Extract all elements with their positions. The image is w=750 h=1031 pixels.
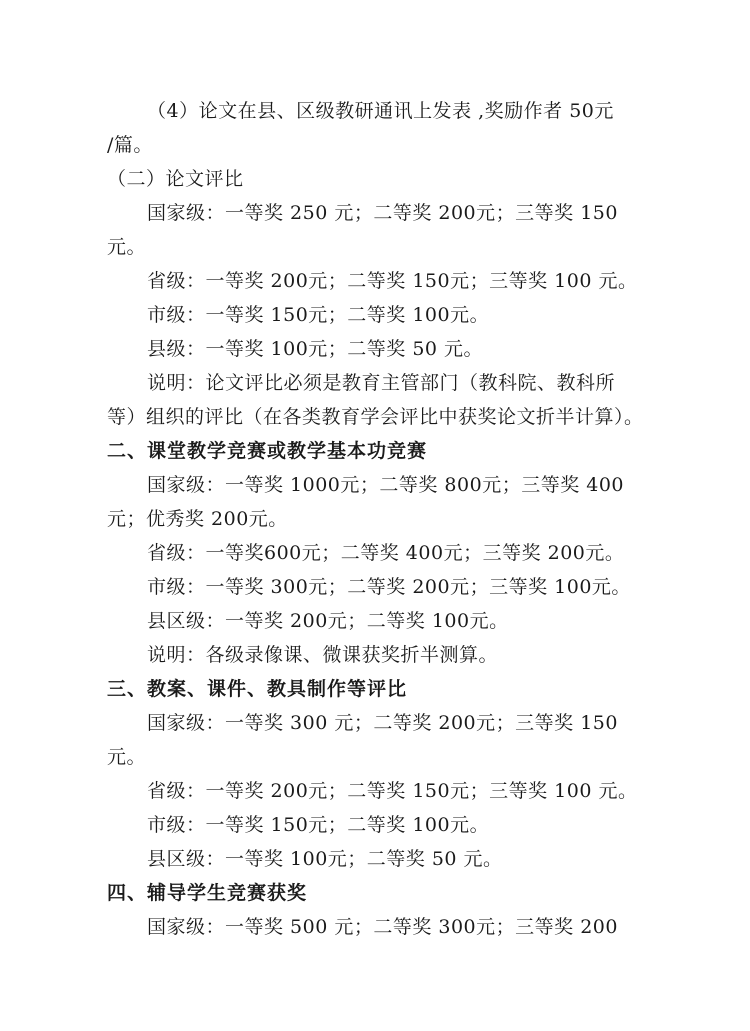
text-line: 国家级：一等奖 300 元；二等奖 200元；三等奖 150 bbox=[147, 712, 618, 734]
text-line: （4）论文在县、区级教研通讯上发表 ,奖励作者 50元 bbox=[147, 100, 614, 122]
note-line: 说明：论文评比必须是教育主管部门（教科院、教科所 bbox=[147, 372, 616, 394]
text-line: 国家级：一等奖 1000元；二等奖 800元；三等奖 400 bbox=[147, 474, 625, 496]
note-line: 说明：各级录像课、微课获奖折半测算。 bbox=[147, 644, 499, 666]
text-line: 国家级：一等奖 250 元；二等奖 200元；三等奖 150 bbox=[147, 202, 618, 224]
text-line: 县级：一等奖 100元；二等奖 50 元。 bbox=[147, 338, 484, 360]
text-line: 元；优秀奖 200元。 bbox=[107, 508, 288, 530]
text-line: 市级：一等奖 150元；二等奖 100元。 bbox=[147, 304, 490, 326]
text-line: /篇。 bbox=[107, 134, 153, 156]
section-subheading: （二）论文评比 bbox=[107, 168, 244, 190]
section-heading: 四、辅导学生竞赛获奖 bbox=[107, 882, 308, 904]
text-line: 元。 bbox=[107, 746, 147, 768]
text-line: 市级：一等奖 300元；二等奖 200元；三等奖 100元。 bbox=[147, 576, 631, 598]
text-line: 省级：一等奖600元；二等奖 400元；三等奖 200元。 bbox=[147, 542, 625, 564]
note-line: 等）组织的评比（在各类教育学会评比中获奖论文折半计算）。 bbox=[107, 406, 644, 428]
text-line: 国家级：一等奖 500 元；二等奖 300元；三等奖 200 bbox=[147, 916, 618, 938]
text-line: 省级：一等奖 200元；二等奖 150元；三等奖 100 元。 bbox=[147, 780, 638, 802]
section-heading: 二、课堂教学竞赛或教学基本功竞赛 bbox=[107, 440, 428, 462]
text-line: 省级：一等奖 200元；二等奖 150元；三等奖 100 元。 bbox=[147, 270, 638, 292]
section-heading: 三、教案、课件、教具制作等评比 bbox=[107, 678, 408, 700]
text-line: 县区级：一等奖 100元；二等奖 50 元。 bbox=[147, 848, 503, 870]
text-line: 元。 bbox=[107, 236, 147, 258]
text-line: 市级：一等奖 150元；二等奖 100元。 bbox=[147, 814, 490, 836]
text-line: 县区级：一等奖 200元；二等奖 100元。 bbox=[147, 610, 509, 632]
